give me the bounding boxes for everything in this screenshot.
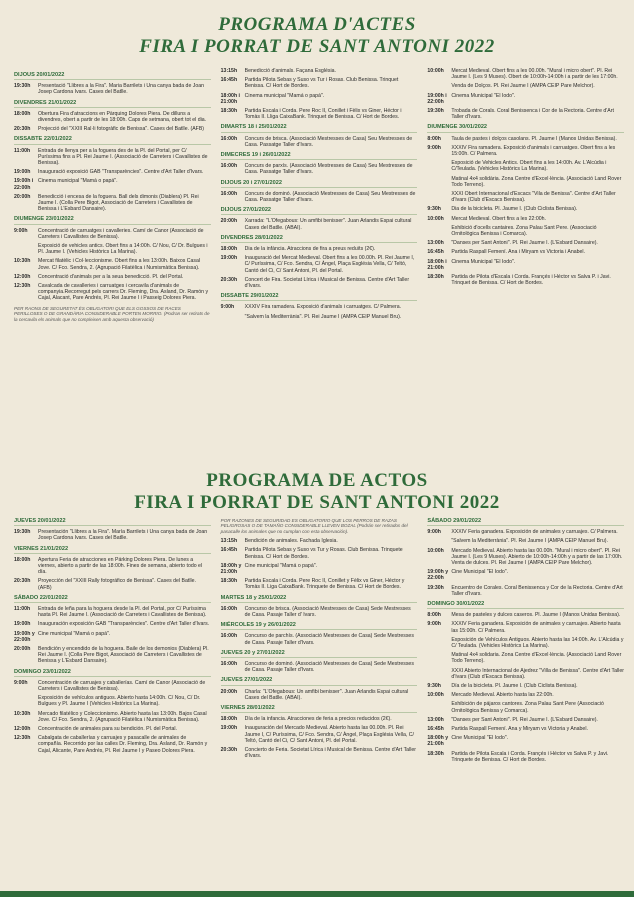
day-heading: JUEVES 20/01/2022 bbox=[14, 518, 211, 526]
event-description: Encuentro de Corales. Coral Benissenca y Cor de la Rectoria. Centre d'Art Taller d'Ivars. bbox=[451, 584, 623, 597]
event-item bbox=[221, 218, 418, 230]
event-item bbox=[221, 93, 418, 105]
event-description: Concurso de brisca. (Associació Mestresses de Casa) Sede Mestresses de Casa. Pasaje Taller d' Ivars. bbox=[244, 605, 411, 619]
day-heading: SÁBADO 22/01/2022 bbox=[14, 595, 211, 603]
event-time: 19:30h bbox=[427, 108, 444, 115]
event-description: Inauguración exposición GAB "Transparències". Centre d'Art Taller d'Ivars. bbox=[38, 621, 210, 628]
event-time: 20:30h bbox=[220, 747, 238, 754]
event-time: 10:00h bbox=[427, 68, 444, 74]
day-heading: DISSABTE 29/01/2022 bbox=[221, 293, 418, 301]
day-heading: MARTES 18 y 25/01/2022 bbox=[221, 595, 418, 603]
event-time: 18:30h bbox=[220, 578, 238, 585]
event-item bbox=[14, 126, 211, 132]
event-description: Concurs de brisca. (Associació Mestresses de Casa) Seu Mestresses de Casa. Passatge Taller d'Ivars. bbox=[244, 135, 413, 148]
event-time: 19:00h y 22:00h bbox=[14, 630, 35, 643]
event-description: Cine municipal "Mamá o papá". bbox=[244, 562, 317, 569]
event-time bbox=[14, 695, 38, 707]
event-item bbox=[14, 631, 211, 643]
event-description: Mercado Medieval. Abierto hasta las 00.00h. "Mural i micro obert". Pl. Rei Jaume I. (Les 9 Muses). Abierto de 10:00h-14:00h y a partir de las 17:00h. Venta de dulces. Pl. Rei Jaume I (AMPA CEIP Pare Melchor). bbox=[451, 547, 623, 567]
event-item bbox=[427, 225, 624, 237]
event-item bbox=[427, 160, 624, 172]
event-time: 9:00h bbox=[427, 621, 441, 628]
event-time: 18:00h i 21:00h bbox=[220, 92, 240, 105]
event-item bbox=[427, 652, 624, 664]
event-item bbox=[427, 93, 624, 105]
event-description: Entrada de leña para la hoguera desde la Pl. del Portal, por C/ Puríssima hasta Pl. Rei Jaume I. (Associació de Carreters i Cavallistes de Benissa). bbox=[38, 606, 207, 619]
event-item bbox=[14, 274, 211, 280]
event-time: 12:30h bbox=[14, 283, 31, 290]
event-description: Cine Municipal "El Iodo". bbox=[451, 735, 509, 742]
event-item bbox=[221, 538, 418, 544]
event-item bbox=[427, 637, 624, 649]
event-description: "Salvem la Mediterrània". Pl. Rei Jaume I (AMPA CEIP Manuel Bru). bbox=[451, 538, 608, 545]
event-item bbox=[221, 747, 418, 759]
event-description: Concurs de parxís. (Associació Mestresses de Casa) Seu Mestresses de Casa. Passatge Taller d'Ivars. bbox=[244, 163, 413, 176]
event-time: 19:00h bbox=[220, 725, 238, 732]
event-time: 20:00h bbox=[220, 218, 238, 225]
event-time: 19:00h bbox=[220, 255, 238, 262]
event-item bbox=[427, 726, 624, 732]
event-item bbox=[427, 136, 624, 142]
event-item bbox=[427, 668, 624, 680]
event-time bbox=[427, 191, 451, 203]
event-description: Mercado filatélico y Coleccionismo. Abierto hasta las 13:00h. Bajos Casal Jove. C/ Fco. Sendra, 2. (Agrupació Filatèlica i Numismàtica Benissa). bbox=[38, 710, 207, 723]
event-description: XXXI Abierto Internacional de Ajedrez "Villa de Benissa". Centre d'Art Taller d'Ivars (Club d'Escacs Benissa). bbox=[451, 667, 624, 680]
event-time: 10:00h bbox=[427, 215, 444, 222]
event-item bbox=[221, 547, 418, 559]
event-item bbox=[14, 557, 211, 576]
spanish-title-line1: PROGRAMA DE ACTOS bbox=[206, 470, 428, 491]
event-description: Trobada de Corals. Coral Benissenca i Cor de la Rectoria. Centre d'Art Taller d'Ivars. bbox=[451, 108, 614, 121]
day-heading: DIJOUS 20/01/2022 bbox=[14, 72, 211, 80]
event-item bbox=[14, 194, 211, 213]
bottom-border bbox=[0, 891, 634, 897]
event-description: Proyección del "XXIII Rally fotográfico de Benissa". Cases del Batlle. (AFB) bbox=[38, 578, 196, 591]
event-time bbox=[427, 160, 451, 172]
event-time: 16:45h bbox=[427, 249, 444, 256]
event-description: Exposición de Vehículos Antiguos. Abierto hasta las 14:00h. Av. L'Alcúdia y C/ Teulada. (Vehicles Històrics La Marina). bbox=[451, 636, 624, 650]
event-description: Xarrada: "L'Ofegabous: Un amfibi benisser". Juan Arlandis Espai cultural Cases del Batlle. (ABAI). bbox=[244, 218, 412, 231]
event-description: Partida Escala i Corda. Pere Roc II, Conillet y Fèlix vs Giner, Héctor y Tomàs II. Liga CaixaBank. Trinquete de Benissa. C/ Hort de Bordes. bbox=[244, 578, 405, 591]
event-description: Exhibición de pájaros cantores. Zona Palau Sant Pere (Associació Ornitològica Benissa y Comarca). bbox=[451, 701, 604, 714]
event-time: 18:00h bbox=[220, 246, 238, 253]
event-time: 9:00h bbox=[14, 227, 28, 234]
event-description: Venda de Dolços. Pl. Rei Jaume I (AMPA CEIP Pare Melchor). bbox=[451, 83, 595, 90]
event-time bbox=[427, 637, 451, 649]
event-time: 19:30h bbox=[14, 529, 31, 536]
event-time: 20:30h bbox=[14, 578, 31, 585]
event-time: 16:00h bbox=[220, 661, 238, 668]
event-description: Partida Pilota Sebas y Suso vs Tur i Rosas. Club Benissa. Trinquet Benissa. C/ Hort de Bordes. bbox=[244, 77, 399, 90]
event-item bbox=[14, 178, 211, 190]
event-description: Cinema municipal "Mamá o papá". bbox=[38, 178, 118, 185]
event-description: Día de la infancia. Atracciones de feria a precios reducidos (2€). bbox=[244, 716, 392, 723]
event-description: Benedicció i encesa de la foguera. Ball dels dimonis (Diablera) Pl. Rei Jaume I. (Colla Pere Bigot, Associació de Carreters i Cavallistes de Benissa i L'Esbard Dansaire). bbox=[38, 193, 199, 213]
event-item bbox=[14, 646, 211, 665]
event-item bbox=[221, 68, 418, 74]
event-item bbox=[427, 621, 624, 633]
event-item bbox=[14, 726, 211, 732]
event-item bbox=[14, 169, 211, 175]
event-time: 11:00h bbox=[14, 147, 31, 154]
event-description: Cinema municipal "Mamá o papá". bbox=[244, 92, 325, 99]
spanish-title-line2: FIRA I PORRAT DE SANT ANTONI 2022 bbox=[134, 492, 500, 513]
event-description: XXXIV Fira ramadera. Exposició d'animals i carruatges. Obert fins a les 15:00h. C/ Palmera. bbox=[451, 144, 616, 158]
event-description: Cine municipal "Mamá o papá". bbox=[38, 630, 111, 637]
event-item bbox=[427, 83, 624, 89]
event-description: Presentació "Llibres a la Fira". Maria Barrilets i Una canya bada de Joan Josep Cardona Ivars. Cases del Batlle. bbox=[38, 83, 205, 96]
event-item bbox=[427, 68, 624, 80]
event-item bbox=[427, 108, 624, 120]
catalan-column-1 bbox=[14, 68, 211, 468]
event-time: 9:00h bbox=[427, 529, 441, 536]
event-time: 13:15h bbox=[220, 68, 238, 74]
event-item bbox=[427, 548, 624, 567]
event-time: 19:00h i 22:00h bbox=[427, 92, 447, 105]
day-heading: DIMARTS 18 i 25/01/2022 bbox=[221, 124, 418, 132]
day-heading: JUEVES 20 y 27/01/2022 bbox=[221, 650, 418, 658]
event-item bbox=[427, 612, 624, 618]
event-item bbox=[427, 145, 624, 157]
event-item bbox=[14, 258, 211, 270]
event-time bbox=[427, 176, 451, 188]
event-time: 19:30h bbox=[14, 83, 31, 90]
event-description: Presentación "Llibres a la Fira". María Barrilets i Una canya bada de Joan Josep Cardona Ivars. Cases del Batlle. bbox=[38, 529, 208, 542]
event-description: Cinema Municipal "El Iodo". bbox=[451, 258, 516, 265]
event-item bbox=[427, 692, 624, 698]
catalan-title-line2: FIRA I PORRAT DE SANT ANTONI 2022 bbox=[139, 36, 495, 57]
event-time: 19:00h bbox=[14, 621, 31, 628]
event-description: Benedicció d'animals. Façana Església. bbox=[244, 68, 336, 74]
event-time: 9:00h bbox=[14, 679, 28, 686]
event-item bbox=[427, 683, 624, 689]
event-time: 16:00h bbox=[220, 163, 238, 170]
event-time: 16:00h bbox=[220, 135, 238, 142]
event-description: "Danses per Sant Antoni". Pl. Rei Jaume I. (L'Esbard Dansaire). bbox=[451, 240, 598, 247]
event-description: Concierto de Feria. Societat Lírica i Musical de Benissa. Centre d'Art Taller d'Ivars. bbox=[244, 747, 416, 760]
event-item bbox=[427, 191, 624, 203]
event-time: 11:00h bbox=[14, 606, 31, 613]
safety-note: POR RAZONES DE SEGURIDAD ES OBLIGATORIO QUE LOS PERROS DE RAZAS PELIGROSAS O DE TAMAÑO CONSIDERABLE LLEVEN BOZAL (Podrán ser retirados del pasacalle los animales que no cumplan con esta observación). bbox=[220, 518, 408, 534]
event-description: Matinal 4x4 solidaria. Zona Centre d'Excel·lència. (Associació Land Rover Todo Terreno). bbox=[451, 652, 622, 665]
event-time: 16:45h bbox=[220, 547, 238, 554]
event-time: 10:30h bbox=[14, 258, 31, 265]
event-description: Concurs de dominó. (Associació Mestresses de Casa) Seu Mestresses de Casa. Passatge Taller d'Ivars. bbox=[244, 190, 416, 204]
event-time: 10:30h bbox=[14, 710, 31, 717]
spanish-title bbox=[0, 470, 634, 514]
event-description: Taula de pastes i dolços casolans. Pl. Jaume I (Manos Unidas Benissa). bbox=[451, 135, 617, 142]
event-time: 20:00h bbox=[220, 688, 238, 695]
event-item bbox=[14, 680, 211, 692]
event-item bbox=[427, 538, 624, 544]
event-item bbox=[221, 578, 418, 590]
event-description: Exhibició d'ocells cantaires. Zona Palau Sant Pere. (Associació Ornitològica Benissa i Comarca). bbox=[451, 224, 597, 238]
event-description: XXXIV Feria ganadera. Exposición de animales y carruajes. C/ Palmera. bbox=[451, 529, 618, 536]
event-item bbox=[221, 304, 418, 310]
event-description: Entrada de llenya per a la foguera des de la Pl. del Portal, per C/ Puríssima fins a Pl. Rei Jaume I. (Associació de Carreters i Cavallistes de Benissa). bbox=[38, 147, 208, 167]
event-item bbox=[14, 735, 211, 754]
event-item bbox=[427, 585, 624, 597]
event-time: 10:00h bbox=[427, 547, 444, 554]
event-description: Día de la bicicleta. Pl. Jaume I. (Club Ciclista Benissa). bbox=[451, 683, 578, 690]
event-description: Partida Raspall Femení. Ana i Miryam vs Victoria i Anabel. bbox=[451, 249, 586, 256]
event-time: 20:00h bbox=[14, 646, 31, 653]
event-item bbox=[427, 529, 624, 535]
event-description: Concert de Fira. Societat Lírica i Musical de Benissa. Centre d'Art Taller d'Ivars. bbox=[244, 276, 410, 290]
event-time: 19:00h y 22:00h bbox=[427, 569, 449, 582]
event-time: 16:45h bbox=[220, 77, 238, 84]
event-item bbox=[221, 136, 418, 148]
event-item bbox=[14, 243, 211, 255]
event-item bbox=[14, 695, 211, 707]
event-item bbox=[221, 606, 418, 618]
event-time: 20:00h bbox=[14, 193, 31, 200]
event-description: Exposició de vehicles antics. Obert fins a 14:00h. C/ Nou, C/ Dr. Bulgues i Pl. Jaume I. (Vehicles Històrics La Marina). bbox=[38, 243, 208, 256]
spanish-column-2 bbox=[221, 514, 418, 884]
event-description: Partida Pilota Sebas y Suso vs Tur y Rosas. Club Benissa. Trinquete Benissa. C/ Hort de Bordes. bbox=[244, 547, 403, 560]
day-heading: DOMINGO 30/01/2022 bbox=[427, 601, 624, 609]
event-time: 18:00h bbox=[220, 716, 238, 723]
event-time: 18:30h bbox=[427, 750, 444, 757]
event-time: 18:00h bbox=[14, 110, 31, 117]
event-description: Concurso de parchís. (Associació Mestresses de Casa) Sede Mestresses de Casa. Pasaje Taller d'Ivars. bbox=[244, 633, 414, 646]
event-item bbox=[14, 111, 211, 123]
event-item bbox=[221, 661, 418, 673]
event-time: 18:30h bbox=[220, 108, 238, 115]
event-description: Partida de Pilota Escala i Corda. Françés i Héctor vs Salva P. y Javi. Trinquete de Benissa. C/ Hort de Bordes. bbox=[451, 750, 609, 763]
event-time: 19:00h bbox=[14, 169, 31, 176]
day-heading: DIJOUS 20 i 27/01/2022 bbox=[221, 180, 418, 188]
event-time: 16:45h bbox=[427, 726, 444, 733]
day-heading: DIJOUS 27/01/2022 bbox=[221, 207, 418, 215]
event-description: Dia de la bicicleta. Pl. Jaume I. (Club Ciclista Benissa). bbox=[451, 206, 578, 213]
event-item bbox=[427, 216, 624, 222]
event-description: XXXIV Feria ganadera. Exposición de animales y carruajes. Abierto hasta las 15:00h. C/ Palmera. bbox=[451, 621, 621, 634]
event-time: 18:00h y 21:00h bbox=[220, 562, 242, 576]
event-description: "Salvem la Mediterrània". Pl. Rei Jaume I (AMPA CEIP Manuel Bru). bbox=[244, 313, 402, 320]
catalan-column-2 bbox=[221, 68, 418, 468]
event-description: Bendición de animales. Fachada Iglesia. bbox=[244, 538, 338, 545]
day-heading: SÁBADO 29/01/2022 bbox=[427, 518, 624, 526]
event-time: 9:00h bbox=[427, 144, 441, 151]
event-item bbox=[221, 108, 418, 120]
event-item bbox=[221, 563, 418, 575]
event-item bbox=[221, 314, 418, 320]
spanish-column-3 bbox=[427, 514, 624, 884]
event-description: Mercat Medieval. Obert fins a les 00.00h. "Mural i micro obert". Pl. Rei Jaume I. (Les 9 Muses). Obert de 10:00h-14:00h i a partir de les 17:00h. bbox=[451, 68, 618, 81]
day-heading: JUEVES 27/01/2022 bbox=[221, 677, 418, 685]
event-item bbox=[14, 283, 211, 302]
event-description: Cabalgata de caballerías y carruajes y pasacalle de animales de compañía. Recorrido por las calles Dr. Fleming, Dra. Asland, Dr. Ramón y Cajal, Alicante, Pare Andrés, Pl. Rei Jaume I y Paseo Dolores Piera. bbox=[38, 735, 208, 754]
event-time bbox=[427, 225, 451, 237]
event-time bbox=[427, 538, 451, 544]
day-heading: DISSABTE 22/01/2022 bbox=[14, 136, 211, 144]
event-description: Inauguración del Mercado Medieval. Abierto hasta las 00.00h. Pl. Rei Jaume I, C/ Puríssima, C/ Fco. Sendra, C/ Àngel, Plaça Església Vella, C/ Teltó, Cantó del Ci, C/ Sant Antoni, Pl. del Portal. bbox=[244, 725, 414, 744]
event-description: Dia de la infància. Atraccions de fira a preus reduïts (2€). bbox=[244, 246, 376, 253]
event-description: Mercat filatèlic i Col·leccionisme. Obert fins a les 13:00h. Baixos Casal Jove. C/ Fco. Sendra, 2. (Agrupació Filatèlica i Numismàtica Benissa). bbox=[38, 258, 201, 271]
day-heading: DIMECRES 19 i 26/01/2022 bbox=[221, 152, 418, 160]
event-item bbox=[14, 711, 211, 723]
event-description: Concentración de animales para su bendición. Pl. del Portal. bbox=[38, 726, 177, 733]
safety-note: PER RAONS DE SEGURETAT ÉS OBLIGATORI QUE ELS GOSSOS DE RACES PERILLOSES O DE GRANDÀRIA CONSIDERABLE PORTEN MORRIO. (Podran ser retirats de la cercavila els animals que no compleixen amb aquesta observació) bbox=[14, 305, 210, 322]
event-item bbox=[221, 725, 418, 744]
event-description: Mercado Medieval. Abierto hasta las 22:00h. bbox=[451, 692, 554, 699]
event-time: 20:30h bbox=[14, 126, 31, 133]
event-description: Cavalcada de cavalleries i carruatges i cercavila d'animals de companyia.Recorregut pels carrers Dr. Fleming, Dra. Asland, Dr. Ramón y Cajal, Alacant, Pare Andrés, Pl. Rei Jaume I i Passeig Dolores Piera. bbox=[38, 283, 209, 302]
event-description: Obertura Fira d'atraccions en Pàrquing Dolores Piera. De dilluns a divendres, obert a partir de les 18:00h. Caps de setmana, obert tot el dia. bbox=[38, 110, 207, 124]
event-item bbox=[427, 717, 624, 723]
event-description: XXXIV Fira ramadera. Exposició d'animals i carruatges. C/ Palmera. bbox=[244, 304, 402, 311]
event-time: 8:00h bbox=[427, 135, 441, 142]
event-time: 13:00h bbox=[427, 716, 444, 723]
event-description: Cine Municipal "El Iodo". bbox=[451, 569, 509, 576]
event-item bbox=[427, 274, 624, 286]
event-item bbox=[221, 191, 418, 203]
day-heading: MIÉRCOLES 19 y 26/01/2022 bbox=[221, 622, 418, 630]
event-description: Partida de Pilota d'Escala i Corda. Françés i Héctor vs Salva P. i Javi. Trinquet de Benissa. C/ Hort de Bordes. bbox=[451, 274, 611, 287]
event-description: Bendición y encendido de la hoguera. Baile de los demonios (Diablera) Pl. Rei Jaume I. (Colla Pere Bigot, Associació de Carreters i Cavallistes de Benissa y L'Esbard Dansaire). bbox=[38, 646, 209, 665]
event-description: Mesa de pasteles y dulces caseros. Pl. Jaume I (Manos Unidas Benissa). bbox=[451, 612, 621, 619]
event-time: 10:00h bbox=[427, 692, 444, 699]
event-description: Mercat Medieval. Obert fins a les 22:00h. bbox=[451, 215, 546, 222]
event-description: Exposición de vehículos antiguos. Abierto hasta 14:00h. C/ Nou, C/ Dr. Bulgues y Pl. Jaume I (Vehicles Històrics La Marina). bbox=[38, 695, 201, 708]
event-time: 16:00h bbox=[220, 605, 238, 612]
event-item bbox=[221, 255, 418, 274]
event-time: 8:00h bbox=[427, 612, 441, 619]
event-item bbox=[221, 277, 418, 289]
event-item bbox=[427, 249, 624, 255]
event-time bbox=[427, 668, 451, 680]
event-item bbox=[427, 569, 624, 581]
event-item bbox=[427, 176, 624, 188]
day-heading: VIERNES 28/01/2022 bbox=[221, 705, 418, 713]
event-description: Concentració d'animals per a la seua benedicció. Pl. del Portal. bbox=[38, 273, 184, 280]
event-item bbox=[427, 701, 624, 713]
event-time: 16:00h bbox=[220, 633, 238, 640]
event-time: 20:30h bbox=[220, 276, 238, 283]
event-item bbox=[221, 77, 418, 89]
event-time: 16:00h bbox=[220, 190, 238, 197]
event-time bbox=[221, 314, 245, 320]
event-time: 19:30h bbox=[427, 584, 444, 591]
spanish-columns bbox=[14, 514, 624, 884]
event-description: Charla: "L'Ofegabous: Un amfibi benisser". Juan Arlandis Espai cultural Cases del Batlle. (ABAI). bbox=[244, 688, 409, 701]
event-time: 18:00h bbox=[14, 556, 31, 563]
day-heading: DIVENDRES 28/01/2022 bbox=[221, 235, 418, 243]
event-item bbox=[427, 751, 624, 763]
event-time: 12:00h bbox=[14, 273, 31, 280]
event-item bbox=[14, 606, 211, 618]
event-item bbox=[14, 529, 211, 541]
catalan-title-line1: PROGRAMA D'ACTES bbox=[218, 14, 416, 35]
event-time: 13:15h bbox=[220, 538, 238, 545]
event-item bbox=[14, 83, 211, 95]
event-description: Cinema Municipal "El Iodo". bbox=[451, 92, 516, 99]
event-time: 18:30h bbox=[427, 274, 444, 281]
event-item bbox=[427, 735, 624, 747]
event-time bbox=[427, 83, 451, 89]
event-description: Matinal 4x4 solidària. Zona Centre d'Excel·lència. (Associació Land Rover Todo Terreno). bbox=[451, 175, 622, 188]
event-time: 18:00h y 21:00h bbox=[427, 735, 449, 748]
event-time: 18:00h i 21:00h bbox=[427, 258, 447, 271]
event-item bbox=[14, 148, 211, 167]
event-time: 12:30h bbox=[14, 735, 31, 742]
event-description: Concentración de carruajes y caballerías. Camí de Canor (Associació de Carreters i Cavallistes de Benissa). bbox=[38, 679, 206, 693]
event-item bbox=[221, 716, 418, 722]
day-heading: DIUMENGE 30/01/2022 bbox=[427, 124, 624, 132]
day-heading: DIUMENGE 23/01/2022 bbox=[14, 216, 211, 224]
event-description: "Danses per Sant Antoni". Pl. Rei Jaume I. (L'Esbard Dansaire). bbox=[451, 716, 598, 723]
day-heading: DIVENDRES 21/01/2022 bbox=[14, 100, 211, 108]
event-item bbox=[427, 259, 624, 271]
event-description: Partida Raspall Femení. Ana y Miryam vs Victoria y Anabel. bbox=[451, 726, 588, 733]
event-item bbox=[221, 246, 418, 252]
event-item bbox=[14, 578, 211, 590]
catalan-title bbox=[0, 14, 634, 58]
spanish-column-1 bbox=[14, 514, 211, 884]
event-description: Projecció del "XXIII Ral·li fotogràfic de Benissa". Cases del Batlle. (AFB) bbox=[38, 126, 205, 133]
event-description: Partida Escala i Corda. Pere Roc II, Conillet i Fèlix vs Giner, Héctor i Tomàs II. Lliga CaixaBank. Trinquet de Benissa. C/ Hort de Bordes. bbox=[244, 108, 402, 121]
event-time: 9:30h bbox=[427, 206, 441, 213]
event-item bbox=[221, 689, 418, 701]
event-description: Concentració de carruatges i cavalleries. Camí de Canor (Associació de Carreters i Cavallistes de Benissa). bbox=[38, 227, 204, 240]
event-time: 12:00h bbox=[14, 726, 31, 733]
catalan-column-3 bbox=[427, 68, 624, 468]
event-item bbox=[14, 621, 211, 627]
event-time bbox=[14, 243, 38, 255]
event-description: XXXI Obert Internacional d'Escacs "Vila de Benissa". Centre d'Art Taller d'Ivars (Club d'Escacs Benissa). bbox=[451, 191, 616, 204]
event-item bbox=[427, 206, 624, 212]
event-description: Inauguració del Mercat Medieval. Obert fins a les 00.00h. Pl. Rei Jaume I, C/ Puríssima, C/ Fco. Sendra, C/ Àngel, Plaça Església Vella, C/ Teltó, Cantó del Ci, C/ Sant Antoni, Pl. del Portal. bbox=[244, 255, 415, 274]
catalan-columns bbox=[14, 68, 624, 468]
event-item bbox=[221, 633, 418, 645]
event-time bbox=[427, 701, 451, 713]
event-time: 9:30h bbox=[427, 683, 441, 690]
event-time: 13:00h bbox=[427, 240, 444, 247]
event-item bbox=[221, 163, 418, 175]
event-time bbox=[427, 652, 451, 664]
event-description: Concurso de dominó. (Associació Mestresses de Casa) Sede Mestresses de Casa. Pasaje Taller d'Ivars. bbox=[244, 661, 414, 674]
event-description: Apertura Feria de atracciones en Párking Dolores Piera. De lunes a viernes, abierto a partir de las 18:00h. Fines de semana, abierto todo el día. bbox=[38, 556, 203, 576]
day-heading: DOMINGO 23/01/2022 bbox=[14, 669, 211, 677]
event-item bbox=[427, 240, 624, 246]
day-heading: VIERNES 21/01/2022 bbox=[14, 546, 211, 554]
event-time: 9:00h bbox=[220, 304, 235, 311]
event-time: 19:00h i 22:00h bbox=[14, 178, 34, 191]
event-description: Inauguració exposició GAB "Transparències". Centre d'Art Taller d'Ivars. bbox=[38, 169, 204, 176]
event-item bbox=[14, 228, 211, 240]
event-description: Exposició de Vehicles Antics. Obert fins a les 14:00h. Av. L'Alcúdia i C/Teulada. (Vehicles Històrics La Marina). bbox=[451, 160, 607, 173]
